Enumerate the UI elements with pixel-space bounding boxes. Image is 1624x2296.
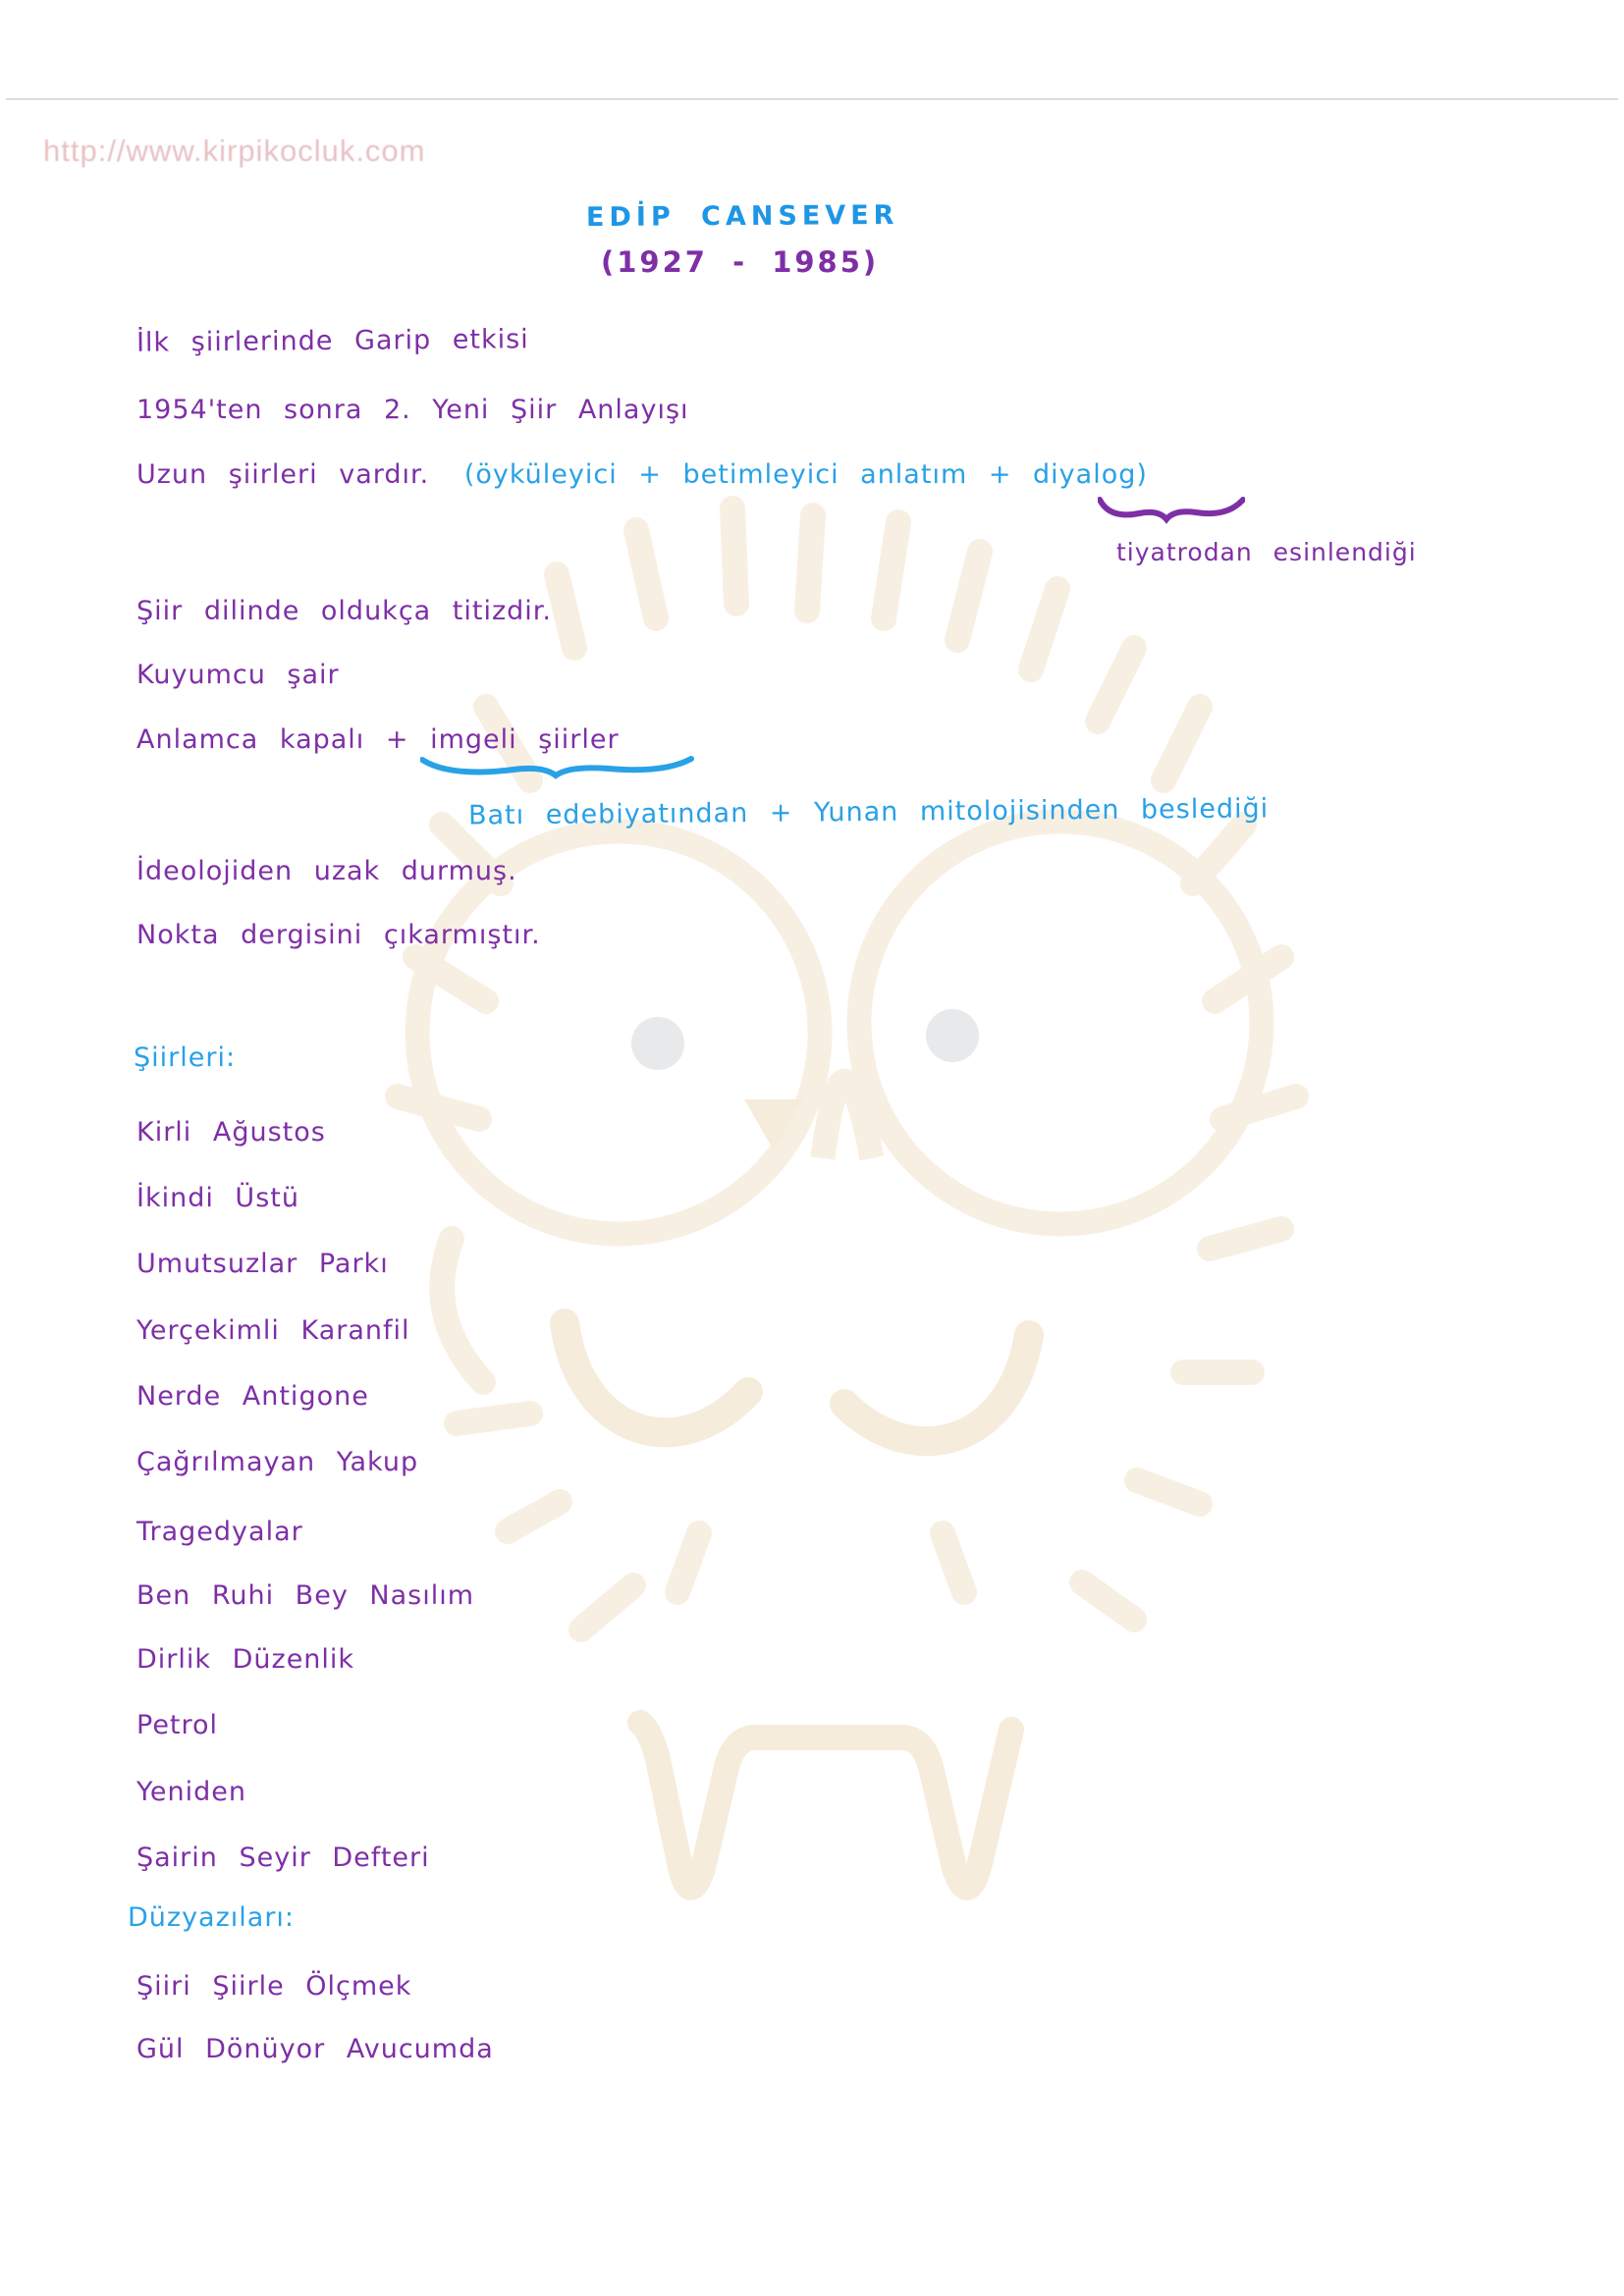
note-meticulous-language: Şiir dilinde oldukça titizdir. (136, 596, 552, 626)
poem-item: Petrol (136, 1710, 219, 1740)
note-imagist-poems: Anlamca kapalı + imgeli şiirler (136, 724, 620, 755)
note-theatre-inspiration: tiyatrodan esinlendiği (1116, 538, 1417, 566)
underbrace-diyalog-icon (1098, 496, 1245, 525)
note-jeweler-poet: Kuyumcu şair (136, 660, 340, 690)
watermark-url: http://www.kirpikocluk.com (43, 133, 426, 168)
note-long-poems-paren: (öyküleyici + betimleyici anlatım + diyalog) (463, 459, 1148, 490)
poem-item: Dirlik Düzenlik (136, 1644, 355, 1675)
note-long-poems-main: Uzun şiirleri vardır. (136, 459, 430, 490)
underline-imgeli-icon (420, 754, 695, 781)
note-garip-influence: İlk şiirlerinde Garip etkisi (135, 324, 529, 358)
prose-item: Gül Dönüyor Avucumda (136, 2034, 494, 2064)
poet-years: (1927 - 1985) (601, 245, 880, 279)
poem-item: Nerde Antigone (136, 1381, 369, 1412)
note-away-from-ideology: İdeolojiden uzak durmuş. (136, 856, 517, 886)
scan-edge-line (6, 98, 1618, 100)
poem-item: İkindi Üstü (136, 1183, 299, 1213)
poems-heading: Şiirleri: (134, 1042, 237, 1073)
poem-item: Şairin Seyir Defteri (136, 1842, 430, 1873)
poem-item: Ben Ruhi Bey Nasılım (136, 1580, 474, 1611)
note-nokta-magazine: Nokta dergisini çıkarmıştır. (136, 920, 541, 950)
prose-item: Şiiri Şiirle Ölçmek (136, 1971, 412, 2002)
poem-item: Umutsuzlar Parkı (136, 1249, 389, 1279)
prose-heading: Düzyazıları: (128, 1902, 296, 1933)
page-title: EDİP CANSEVER (585, 199, 899, 234)
poem-item: Tragedyalar (136, 1517, 303, 1547)
poem-item: Kirli Ağustos (136, 1117, 326, 1148)
note-western-greek-sources: Batı edebiyatından + Yunan mitolojisinden beslediği (467, 793, 1270, 831)
poem-item: Çağrılmayan Yakup (136, 1447, 419, 1477)
note-ikinci-yeni: 1954'ten sonra 2. Yeni Şiir Anlayışı (136, 395, 689, 425)
poem-item: Yerçekimli Karanfil (136, 1315, 410, 1346)
poem-item: Yeniden (136, 1777, 246, 1807)
note-long-poems (136, 459, 1148, 491)
